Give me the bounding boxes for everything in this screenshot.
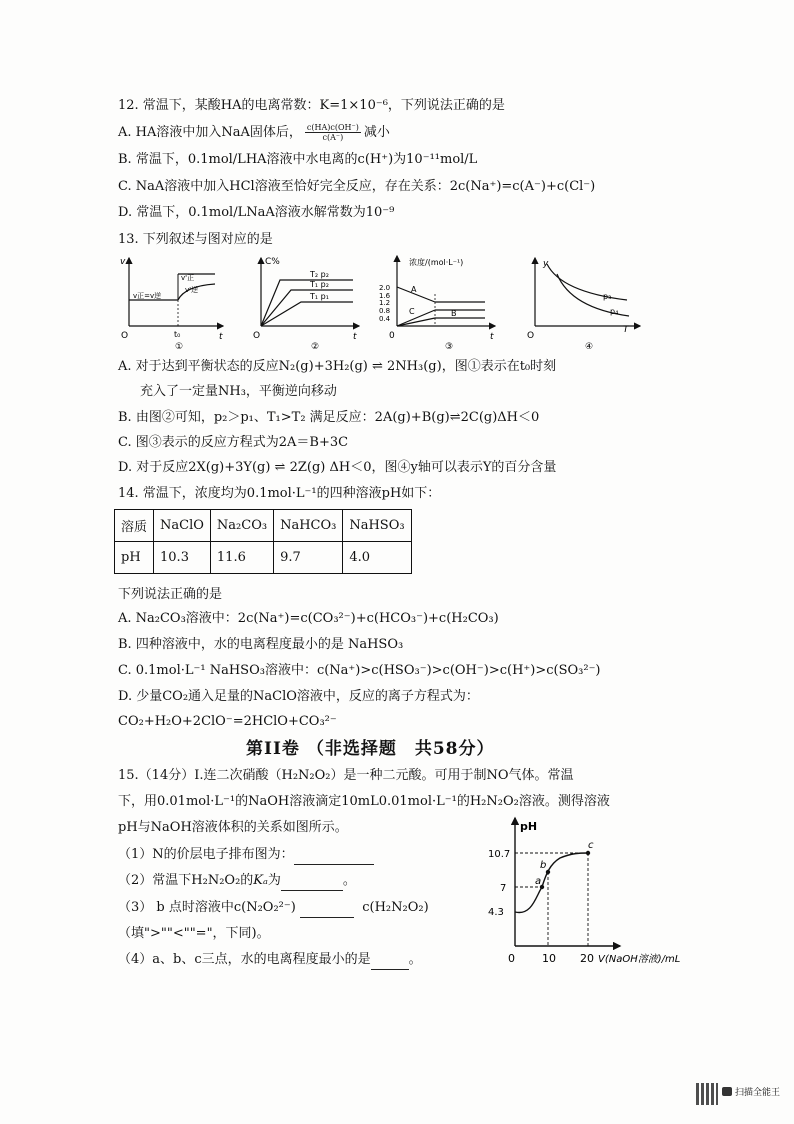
q12-option-b: B. 常温下，0.1mol/LHA溶液中水电离的c(H⁺)为10⁻¹¹mol/L: [118, 152, 478, 167]
q15-sub-3-tail: c(H₂N₂O₂): [362, 900, 429, 915]
label-c: c: [588, 840, 594, 851]
g4-curve-p3: [547, 264, 627, 300]
q14-option-b: B. 四种溶液中，水的电离程度最小的是 NaHSO₃: [118, 637, 404, 652]
g3-line-b: [397, 318, 435, 326]
q12-a-fraction: [305, 123, 361, 142]
q15-fill-note: （填">""<""="，下同)。: [118, 926, 270, 941]
g2-caption: ②: [311, 342, 320, 352]
g2-curve-2: [261, 290, 353, 326]
table-cell: 10.3: [154, 542, 211, 574]
q12-option-c: C. NaA溶液中加入HCl溶液至恰好完全反应，存在关系：2c(Na⁺)=c(A⁻)+c(Cl⁻): [118, 179, 596, 194]
g3-caption: ③: [445, 342, 454, 352]
g3-tick: 2.0: [379, 284, 391, 292]
g1-y-label: v: [120, 257, 126, 267]
answer-blank[interactable]: [371, 951, 409, 970]
table-cell: 11.6: [210, 542, 273, 574]
g4-label-p3: p₃: [603, 292, 612, 301]
g1-origin: O: [121, 331, 129, 341]
g3-tick: 0.4: [379, 315, 391, 323]
g2-origin: O: [253, 331, 261, 341]
q15-ka: Kₐ: [253, 873, 268, 888]
g3-origin: 0: [389, 331, 395, 341]
graph-y-label: pH: [520, 820, 538, 833]
q14-ph-table: [114, 509, 412, 574]
q13-option-a-line2: 充入了一定量NH₃，平衡逆向移动: [140, 384, 337, 399]
table-cell: 9.7: [274, 542, 343, 574]
g4-y-label: y: [543, 259, 549, 269]
g3-label-a: A: [411, 285, 417, 294]
g2-curve-3: [261, 302, 353, 326]
q14-option-a: A. Na₂CO₃溶液中：2c(Na⁺)=c(CO₃²⁻)+c(HCO₃⁻)+c(H₂CO₃): [118, 611, 499, 626]
point-b: [546, 870, 550, 874]
g1-t0: t₀: [174, 330, 181, 339]
q12-a-text: A. HA溶液中加入NaA固体后，: [118, 125, 302, 140]
q15-sub-2-tail: 为: [267, 873, 281, 888]
graph-1: [120, 257, 223, 352]
answer-blank[interactable]: [281, 872, 343, 891]
fraction-denominator: c(A⁻): [322, 133, 344, 142]
g3-label-c: C: [409, 307, 415, 316]
g3-tick: 1.6: [379, 292, 391, 300]
q13-option-b: B. 由图②可知，p₂＞p₁、T₁>T₂ 满足反应：2A(g)+B(g)⇌2C(g)ΔH＜0: [118, 410, 540, 425]
g4-origin: O: [527, 331, 535, 341]
q14-option-d: D. 少量CO₂通入足量的NaClO溶液中，反应的离子方程式为：: [118, 689, 479, 704]
q13-figures: [115, 252, 655, 352]
table-row: [115, 542, 412, 574]
q14-stem: 14. 常温下，浓度均为0.1mol·L⁻¹的四种溶液pH如下：: [118, 486, 441, 501]
g1-v-forward: v'正: [181, 274, 195, 282]
label-b: b: [540, 860, 547, 871]
g3-label-b: B: [451, 309, 457, 318]
q13-option-d: D. 对于反应2X(g)+3Y(g) ⇌ 2Z(g) ΔH＜0，图④y轴可以表示Y的百分含量: [118, 460, 557, 475]
q15-sub-1-text: （1）N的价层电子排布图为：: [118, 847, 294, 862]
q14-equation: CO₂+H₂O+2ClO⁻=2HClO+CO₃²⁻: [118, 714, 337, 729]
g3-tick: 0.8: [379, 307, 391, 315]
table-header-row: [115, 510, 412, 542]
graph-x-tick: 20: [580, 952, 594, 965]
q14-option-c: C. 0.1mol·L⁻¹ NaHSO₃溶液中：c(Na⁺)>c(HSO₃⁻)>c(OH⁻)>c(H⁺)>c(SO₃²⁻): [118, 663, 601, 678]
q15-sub-1: [118, 846, 374, 865]
q15-sub-4-text: （4）a、b、c三点，水的电离程度最小的是: [118, 952, 371, 967]
q15-sub-4: （4）a、b、c三点，水的电离程度最小的是 。: [118, 951, 422, 970]
q12-a-tail: 减小: [363, 125, 390, 140]
q15-line-3: pH与NaOH溶液体积的关系如图所示。: [118, 820, 348, 835]
g1-caption: ①: [175, 342, 184, 352]
table-cell: 4.0: [343, 542, 411, 574]
titration-curve: [515, 853, 588, 913]
g2-y-label: C%: [265, 257, 280, 267]
q15-sub-3: [118, 899, 429, 918]
graph-x-label: V(NaOH溶液)/mL: [598, 954, 681, 965]
q13-stem: 13. 下列叙述与图对应的是: [118, 232, 273, 247]
answer-blank[interactable]: [300, 899, 354, 918]
graph-y-tick: 4.3: [488, 907, 504, 918]
q12-option-a: [118, 123, 390, 142]
q15-line-2: 下，用0.01mol·L⁻¹的NaOH溶液滴定10mL0.01mol·L⁻¹的H₂N₂O₂溶液。测得溶液: [118, 794, 610, 809]
q15-sub-2-text: （2）常温下H₂N₂O₂的: [118, 873, 254, 888]
table-cell: pH: [115, 542, 154, 574]
scanner-logo-icon: [722, 1087, 732, 1096]
graph-4: [527, 258, 640, 352]
g1-x-label: t: [219, 332, 223, 342]
table-cell: NaHCO₃: [274, 510, 343, 542]
table-cell: Na₂CO₃: [210, 510, 273, 542]
g4-label-p4: p₄: [610, 307, 619, 316]
g2-legend-2: T₁ p₂: [310, 280, 329, 289]
graph-origin: 0: [508, 952, 515, 965]
label-a: a: [535, 876, 542, 887]
g2-curve-1: [261, 280, 353, 326]
q15-titration-graph: [480, 812, 720, 972]
point-c: [586, 851, 590, 855]
g2-legend-1: T₂ p₂: [310, 270, 329, 279]
graph-3: [379, 256, 495, 352]
g1-v-reverse: v'逆: [185, 286, 199, 294]
q13-option-c: C. 图③表示的反应方程式为2A＝B+3C: [118, 435, 349, 450]
q15-sub-2: （2）常温下H₂N₂O₂的Kₐ为 。: [118, 872, 356, 891]
q12-option-d: D. 常温下，0.1mol/LNaA溶液水解常数为10⁻⁹: [118, 205, 395, 220]
g4-x-label: T: [623, 325, 629, 335]
answer-blank[interactable]: [294, 846, 374, 865]
graph-y-tick: 10.7: [488, 849, 511, 860]
graph-2: [253, 257, 359, 352]
graph-y-tick: 7: [500, 883, 507, 894]
table-cell: NaClO: [154, 510, 211, 542]
g2-legend-3: T₁ p₁: [310, 292, 329, 301]
graph-x-tick: 10: [542, 952, 556, 965]
q15-sub-3-text: （3） b 点时溶液中c(N₂O₂²⁻): [118, 900, 296, 915]
g1-v-equal: v正=v逆: [133, 292, 162, 300]
g3-tick: 1.2: [379, 299, 391, 307]
q15-line-1: 15.（14分）Ⅰ.连二次硝酸（H₂N₂O₂）是一种二元酸。可用于制NO气体。常温: [118, 768, 574, 783]
table-cell: NaHSO₃: [343, 510, 411, 542]
g3-line-c: [397, 310, 435, 326]
g2-x-label: t: [353, 332, 357, 342]
scanner-brand: 扫描全能王: [735, 1088, 781, 1098]
table-cell: 溶质: [115, 510, 154, 542]
g3-x-label: t: [490, 332, 494, 342]
g4-caption: ④: [585, 342, 594, 352]
qr-code-icon: [696, 1083, 718, 1105]
fraction-numerator: c(HA)c(OH⁻): [306, 123, 359, 132]
q12-stem: 12. 常温下，某酸HA的电离常数：K=1×10⁻⁶，下列说法正确的是: [118, 98, 505, 113]
g3-y-label: 浓度/(mol·L⁻¹): [409, 258, 464, 267]
q14-prompt: 下列说法正确的是: [118, 587, 223, 602]
section-title: 第II卷 （非选择题 共58分）: [246, 739, 495, 759]
q13-option-a-line1: A. 对于达到平衡状态的反应N₂(g)+3H₂(g) ⇌ 2NH₃(g)，图①表示在t₀时刻: [118, 359, 557, 374]
